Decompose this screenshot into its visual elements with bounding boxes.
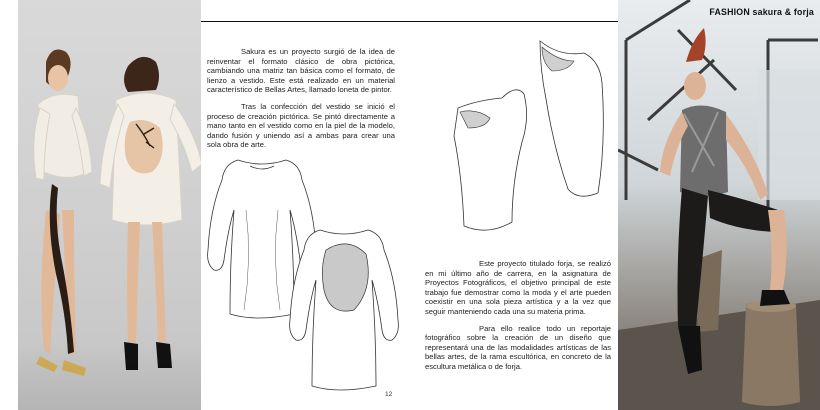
- paragraph-forja-process: Para ello realice todo un reportaje fotográfico sobre la creación de un diseño que representará una de las modalidades artísticas de las bellas artes, de la rama escultórica, en concreto de la escultura metálica o de forja.: [425, 323, 611, 371]
- header-rule: [201, 21, 618, 22]
- sakura-models-photo: [18, 0, 201, 410]
- model-front: [34, 50, 92, 376]
- model-back: [100, 57, 201, 370]
- page-number: 12: [385, 391, 393, 398]
- top-sketch-right: [526, 33, 608, 199]
- page-gutter: [0, 0, 18, 410]
- sakura-models-illustration: [18, 0, 201, 410]
- paragraph-sakura-intro: Sakura es un proyecto surgió de la idea de reinventar el formato clásico de obra pictórica, cambiando una matriz tan básica como el formato, de lienzo a vestido. Este está realizado en un material característico de Bellas Artes, llamado loneta de pintor.: [207, 47, 395, 95]
- forja-text-column: [425, 259, 611, 379]
- spread-headline: FASHION sakura & forja: [709, 7, 814, 17]
- dress-sketch-back: [286, 218, 404, 394]
- forja-model-illustration: [618, 0, 820, 410]
- forja-model-photo: [618, 0, 820, 410]
- paragraph-forja-intro: Este proyecto titulado forja, se realizó en mi último año de carrera, en la asignatura de Proyectos Fotográficos, el objetivo principal de este trabajo fue demostrar como la moda y el arte pueden coexistir en una sola pieza artística y a la vez que seguir manteniendo cada una su materia prima.: [425, 259, 611, 316]
- paragraph-sakura-process: Tras la confección del vestido se inició el proceso de creación pictórica. Se pintó directamente a mano tanto en el vestido como en la piel de la modelo, dando fusión y uniendo así a ambas para crear una sola obra de arte.: [207, 101, 395, 150]
- top-sketch-left: [448, 78, 530, 236]
- sakura-text-column: [207, 47, 395, 157]
